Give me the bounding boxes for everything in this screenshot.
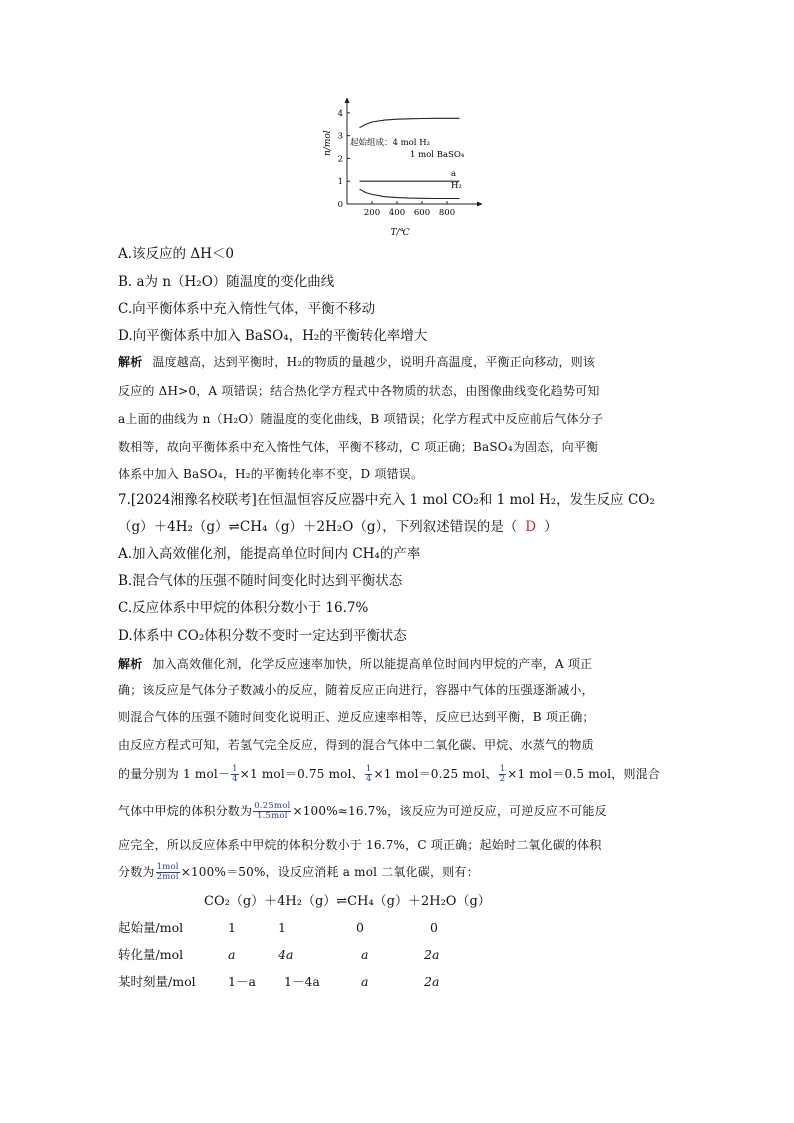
stem-close: ） <box>544 519 558 535</box>
text: ×100%＝50%，设反应消耗 a mol 二氧化碳，则有： <box>180 865 479 879</box>
fraction-den: 1.5mol <box>257 811 288 821</box>
cell: 1－4a <box>284 974 320 989</box>
cell: 1－a <box>228 974 256 989</box>
fraction <box>365 765 373 784</box>
answer-mark: D <box>525 519 537 535</box>
q6-analysis-line-5: 体系中加入 BaSO₄，H₂的平衡转化率不变，D 项错误。 <box>118 467 424 481</box>
q7-analysis-line-7: 应完全，所以反应体系中甲烷的体积分数小于 16.7%，C 项正确；起始时二氧化碳的体积 <box>118 838 602 852</box>
x-tick-label: 200 <box>363 208 381 218</box>
q6-option-c: C.向平衡体系中充入惰性气体，平衡不移动 <box>118 301 376 317</box>
fraction <box>156 863 180 882</box>
analysis-keyword: 解析 <box>118 657 143 671</box>
fraction <box>231 765 239 784</box>
analysis-keyword: 解析 <box>118 355 143 369</box>
q7-stem-line-2 <box>118 517 648 537</box>
cell: 1 <box>278 920 286 935</box>
xlabel: T/℃ <box>390 228 410 236</box>
x-tick-label: 600 <box>413 208 431 218</box>
x-tick-label: 800 <box>438 208 456 218</box>
q7-option-a: A.加入高效催化剂，能提高单位时间内 CH₄的产率 <box>118 546 421 562</box>
q6-analysis-line-3: a上面的曲线为 n（H₂O）随温度的变化曲线，B 项错误；化学方程式中反应前后气体分子 <box>118 412 604 426</box>
fraction-den: 4 <box>232 774 238 784</box>
analysis-text: 温度越高，达到平衡时，H₂的物质的量越少，说明升高温度，平衡正向移动，则该 <box>152 355 596 369</box>
cell: 0 <box>356 920 364 935</box>
series-label-h2: H₂ <box>451 181 462 191</box>
q7-analysis-line-2: 确；该反应是气体分子数减小的反应，随着反应正向进行，容器中气体的压强逐渐减小， <box>118 683 594 697</box>
q6-option-b: B. a为 n（H₂O）随温度的变化曲线 <box>118 274 335 290</box>
fraction-den: 4 <box>365 774 372 784</box>
q6-analysis-line-2: 反应的 ΔH>0，A 项错误；结合热化学方程式中各物质的状态，由图像曲线变化趋势可知 <box>118 384 600 398</box>
q7-analysis-line-6 <box>118 801 678 821</box>
q7-option-c: C.反应体系中甲烷的体积分数小于 16.7% <box>118 600 369 616</box>
series-line-1 <box>360 189 460 198</box>
y-tick-label: 3 <box>337 131 343 142</box>
equilibrium-chart <box>322 98 482 236</box>
fraction <box>499 765 507 784</box>
ylabel: n/mol <box>323 130 333 156</box>
text: 的量分别为 1 mol－ <box>118 767 231 781</box>
row-label: 起始量/mol <box>118 920 184 935</box>
fraction-num: 1 <box>232 764 238 774</box>
cell: a <box>228 947 236 962</box>
fraction-num: 1 <box>499 764 506 774</box>
stem-text: （g）＋4H₂（g）⇌CH₄（g）＋2H₂O（g），下列叙述错误的是（ <box>118 519 518 535</box>
fraction-num: 1mol <box>156 862 179 872</box>
q7-analysis-line-5 <box>118 764 678 784</box>
fraction-num: 0.25mol <box>254 801 291 811</box>
q7-stem-line-1: 7.[2024湘豫名校联考]在恒温恒容反应器中充入 1 mol CO₂和 1 mol H₂，发生反应 CO₂ <box>118 492 655 508</box>
q7-analysis-line-1 <box>118 654 678 674</box>
cell: 0 <box>430 920 438 935</box>
y-tick-label: 0 <box>337 200 343 210</box>
y-tick-label: 2 <box>337 154 343 165</box>
series-label-a: a <box>451 169 457 179</box>
cell: a <box>361 974 369 989</box>
y-axis-arrow <box>345 98 350 103</box>
cell: 2a <box>424 947 440 962</box>
text: 分数为 <box>118 865 155 879</box>
text: ×1 mol＝0.5 mol，则混合 <box>507 767 661 781</box>
q7-analysis-line-8 <box>118 862 678 882</box>
y-tick-label: 1 <box>337 177 343 188</box>
text: ×1 mol＝0.75 mol、 <box>239 767 364 781</box>
equation: CO₂（g）＋4H₂（g）⇌CH₄（g）＋2H₂O（g） <box>204 894 491 909</box>
fraction-num: 1 <box>365 764 372 774</box>
text: ×100%≈16.7%，该反应为可逆反应，可逆反应不可能反 <box>292 804 607 818</box>
fraction <box>253 802 291 821</box>
row-label: 某时刻量/mol <box>118 974 196 989</box>
q7-analysis-line-3: 则混合气体的压强不随时间变化说明正、逆反应速率相等，反应已达到平衡，B 项正确； <box>118 710 595 724</box>
cell: 2a <box>424 974 440 989</box>
row-label: 转化量/mol <box>118 947 184 962</box>
series-line-0 <box>360 118 460 127</box>
fraction-den: 2mol <box>156 872 179 882</box>
x-axis-arrow <box>477 202 482 207</box>
cell: 4a <box>278 947 294 962</box>
y-tick-label: 4 <box>337 108 343 119</box>
text: 气体中甲烷的体积分数为 <box>118 804 253 818</box>
annotation-1: 起始组成：4 mol H₂ <box>350 138 431 148</box>
annotation-2: 1 mol BaSO₄ <box>410 150 465 160</box>
q6-option-d: D.向平衡体系中加入 BaSO₄，H₂的平衡转化率增大 <box>118 328 428 344</box>
cell: 1 <box>228 920 236 935</box>
q6-analysis-line-1 <box>118 352 678 372</box>
q6-option-a: A.该反应的 ΔH＜0 <box>118 246 234 262</box>
analysis-text: 加入高效催化剂，化学反应速率加快，所以能提高单位时间内甲烷的产率，A 项正 <box>152 657 593 671</box>
cell: a <box>361 947 369 962</box>
text: ×1 mol＝0.25 mol、 <box>373 767 498 781</box>
q7-option-b: B.混合气体的压强不随时间变化时达到平衡状态 <box>118 573 403 589</box>
x-tick-label: 400 <box>388 208 406 218</box>
fraction-den: 2 <box>499 774 506 784</box>
q7-analysis-line-4: 由反应方程式可知，若氢气完全反应，得到的混合气体中二氧化碳、甲烷、水蒸气的物质 <box>118 738 594 752</box>
q7-option-d: D.体系中 CO₂体积分数不变时一定达到平衡状态 <box>118 628 407 644</box>
q6-analysis-line-4: 数相等，故向平衡体系中充入惰性气体，平衡不移动，C 项正确；BaSO₄为固态，向平衡 <box>118 440 599 454</box>
